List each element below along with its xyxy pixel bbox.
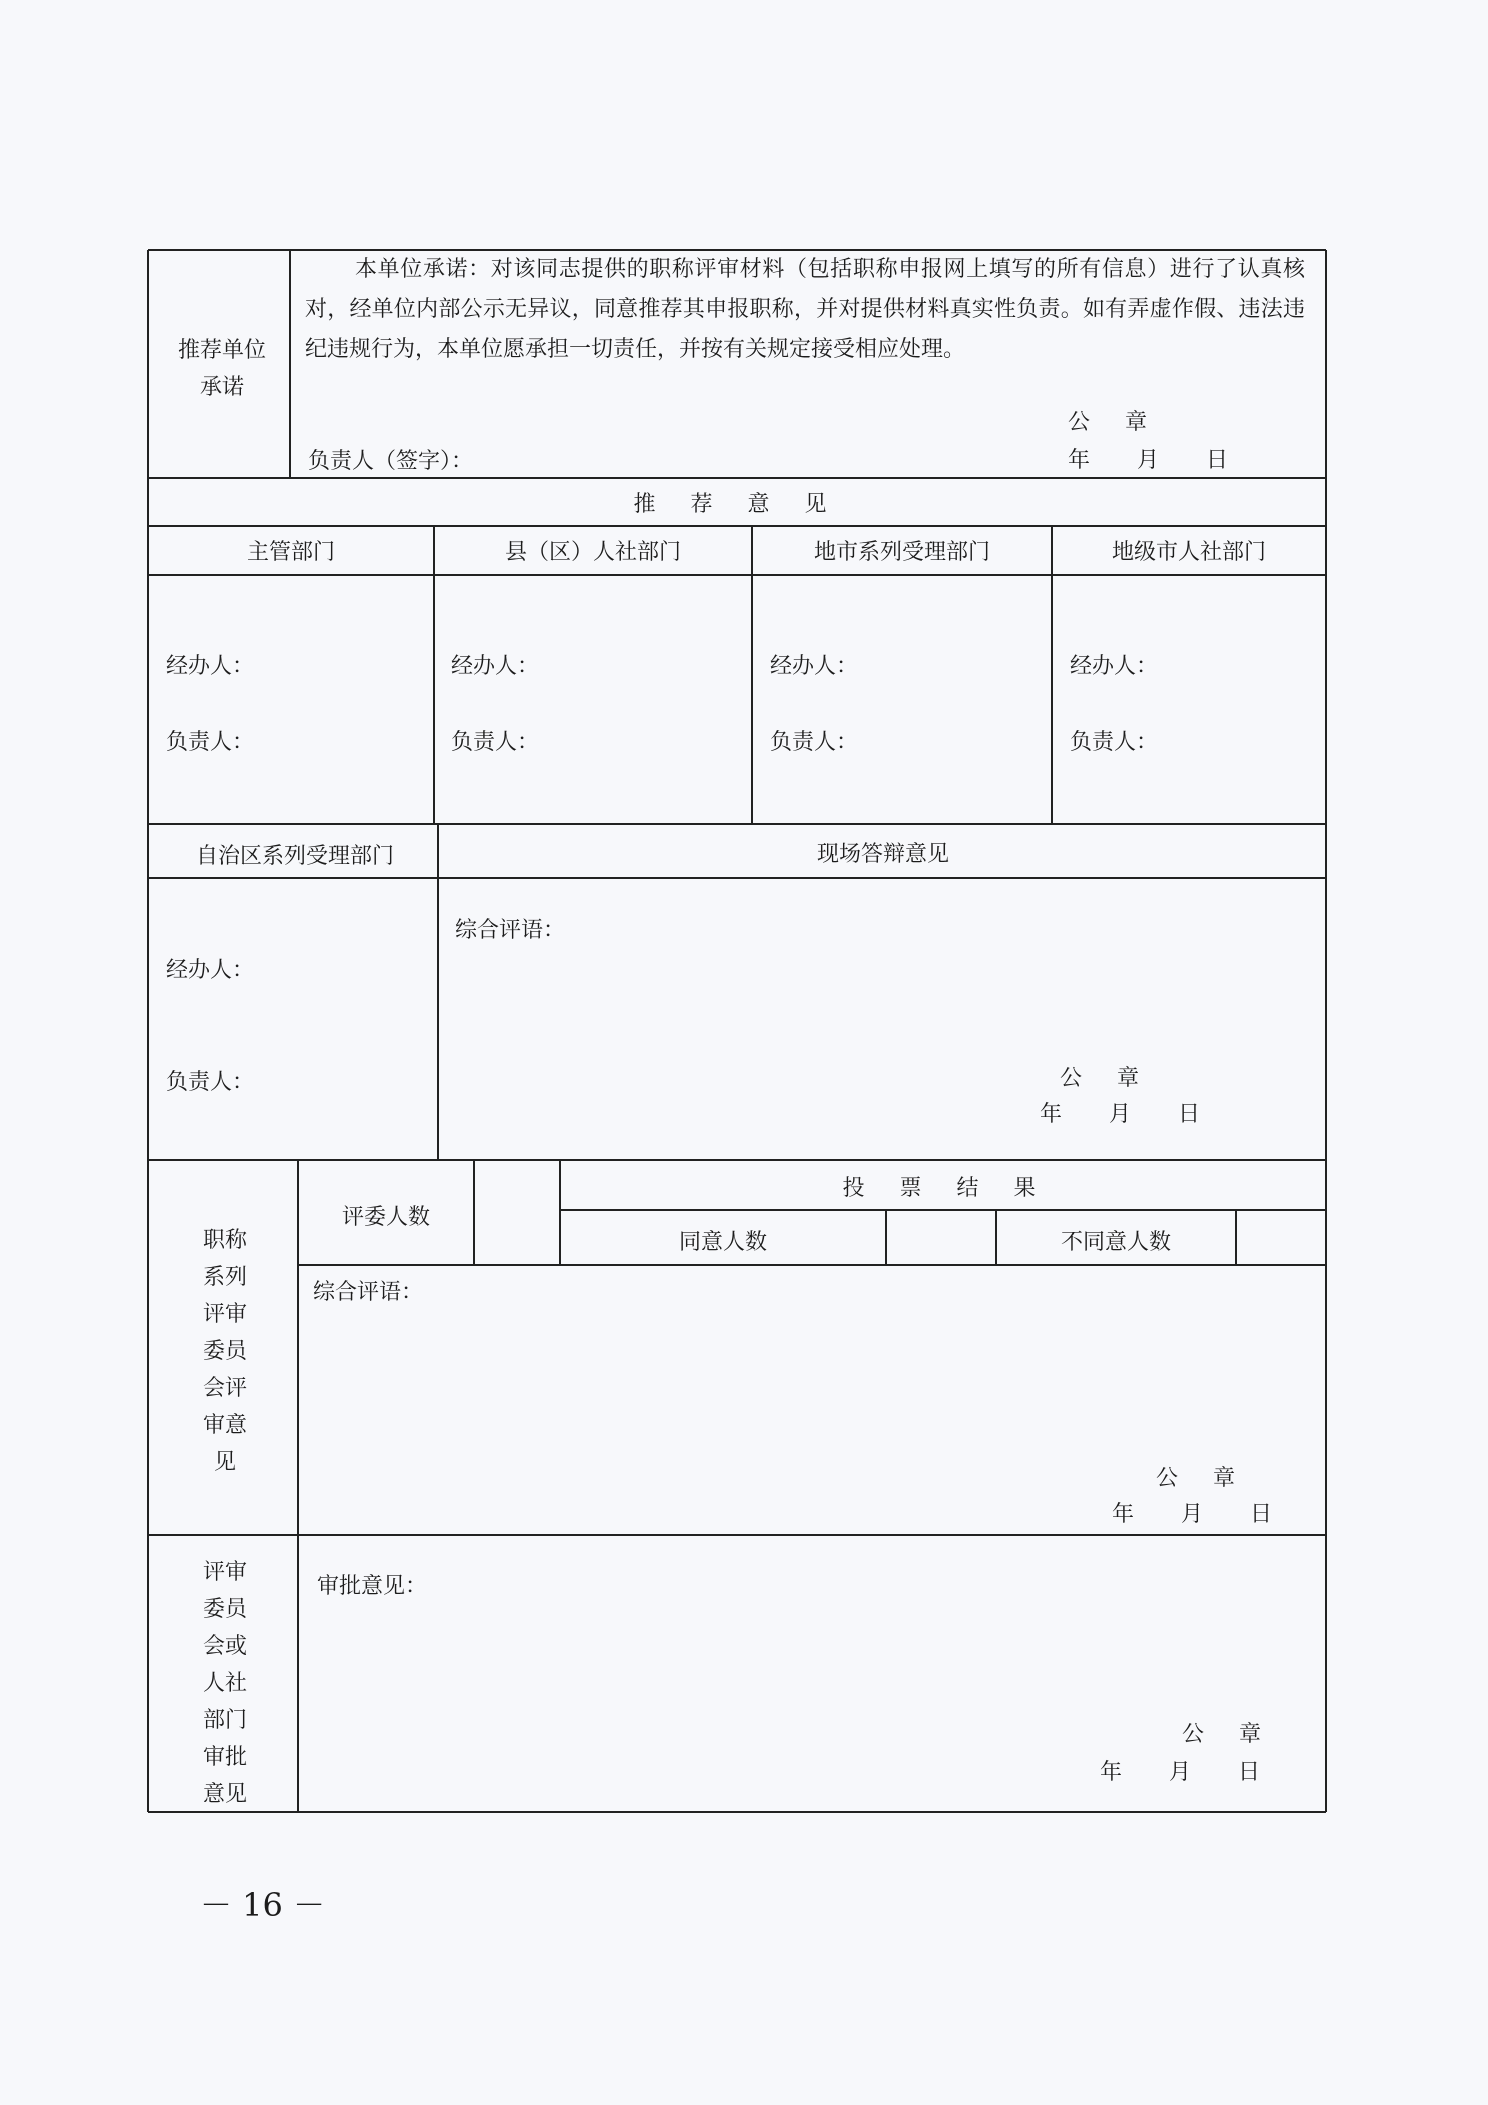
- approval-label-line: 会或: [202, 1634, 247, 1659]
- committee-date: 年 月 日: [1112, 1502, 1272, 1527]
- approval-seal: 公 章: [1182, 1722, 1275, 1747]
- column-title-city-series: 地市系列受理部门: [813, 540, 991, 565]
- pledge-label: [160, 332, 284, 406]
- committee-label: [160, 1222, 290, 1481]
- pledge-label-line: 推荐单位: [177, 338, 266, 363]
- approval-label-line: 人社: [202, 1671, 247, 1696]
- approval-label-line: 意见: [202, 1782, 247, 1807]
- committee-label-line: 审意: [202, 1413, 247, 1438]
- members-count-label: 评委人数: [341, 1205, 431, 1230]
- handler-label: 经办人：: [770, 654, 859, 679]
- handler-label: 经办人：: [1070, 654, 1159, 679]
- defense-date: 年 月 日: [1040, 1102, 1200, 1127]
- handler-label: 经办人：: [166, 654, 255, 679]
- pledge-text: 本单位承诺：对该同志提供的职称评审材料（包括职称申报网上填写的所有信息）进行了认真核对，经单位内部公示无异议，同意推荐其申报职称，并对提供材料真实性负责。如有弄虚作假、违法违纪违规行为，本单位愿承担一切责任，并按有关规定接受相应处理。: [305, 257, 1305, 362]
- defense-comment-label: 综合评语：: [455, 918, 566, 943]
- leader-label: 负责人：: [1070, 730, 1159, 755]
- committee-seal: 公 章: [1156, 1466, 1249, 1491]
- approval-label-line: 委员: [202, 1597, 247, 1622]
- leader-label: 负责人：: [166, 730, 255, 755]
- approval-date: 年 月 日: [1100, 1760, 1260, 1785]
- column-title-county-hr: 县（区）人社部门: [504, 540, 682, 565]
- vote-result-heading: 投 票 结 果: [842, 1176, 1050, 1201]
- column-title-city-hr: 地级市人社部门: [1111, 540, 1267, 565]
- approval-label-line: 评审: [202, 1560, 247, 1585]
- leader-label: 负责人：: [770, 730, 859, 755]
- committee-comment-label: 综合评语：: [313, 1280, 424, 1305]
- region-handler-label: 经办人：: [166, 958, 255, 983]
- approval-label: [160, 1554, 290, 1813]
- pledge-label-line: 承诺: [199, 375, 244, 400]
- defense-seal: 公 章: [1060, 1066, 1153, 1091]
- pledge-signer: 负责人（签字）：: [308, 449, 474, 474]
- region-title: 自治区系列受理部门: [195, 844, 395, 869]
- leader-label: 负责人：: [451, 730, 540, 755]
- committee-label-line: 委员: [202, 1339, 247, 1364]
- pledge-date: 年 月 日: [1068, 448, 1228, 473]
- agree-count-label: 同意人数: [678, 1230, 768, 1255]
- page-number: － 16 －: [200, 1886, 326, 1924]
- disagree-count-label: 不同意人数: [1060, 1230, 1172, 1255]
- committee-label-line: 评审: [202, 1302, 247, 1327]
- approval-label-line: 审批: [202, 1745, 247, 1770]
- recommend-heading: 推 荐 意 见: [633, 492, 841, 517]
- defense-title: 现场答辩意见: [816, 842, 950, 867]
- handler-label: 经办人：: [451, 654, 540, 679]
- committee-label-line: 职称: [202, 1228, 247, 1253]
- pledge-seal: 公 章: [1068, 410, 1161, 435]
- region-leader-label: 负责人：: [166, 1070, 255, 1095]
- approval-label-line: 部门: [202, 1708, 247, 1733]
- column-title-competent-dept: 主管部门: [246, 540, 336, 565]
- approval-comment-label: 审批意见：: [317, 1574, 428, 1599]
- committee-label-line: 会评: [202, 1376, 247, 1401]
- committee-label-line: 系列: [202, 1265, 247, 1290]
- committee-label-line: 见: [213, 1450, 236, 1475]
